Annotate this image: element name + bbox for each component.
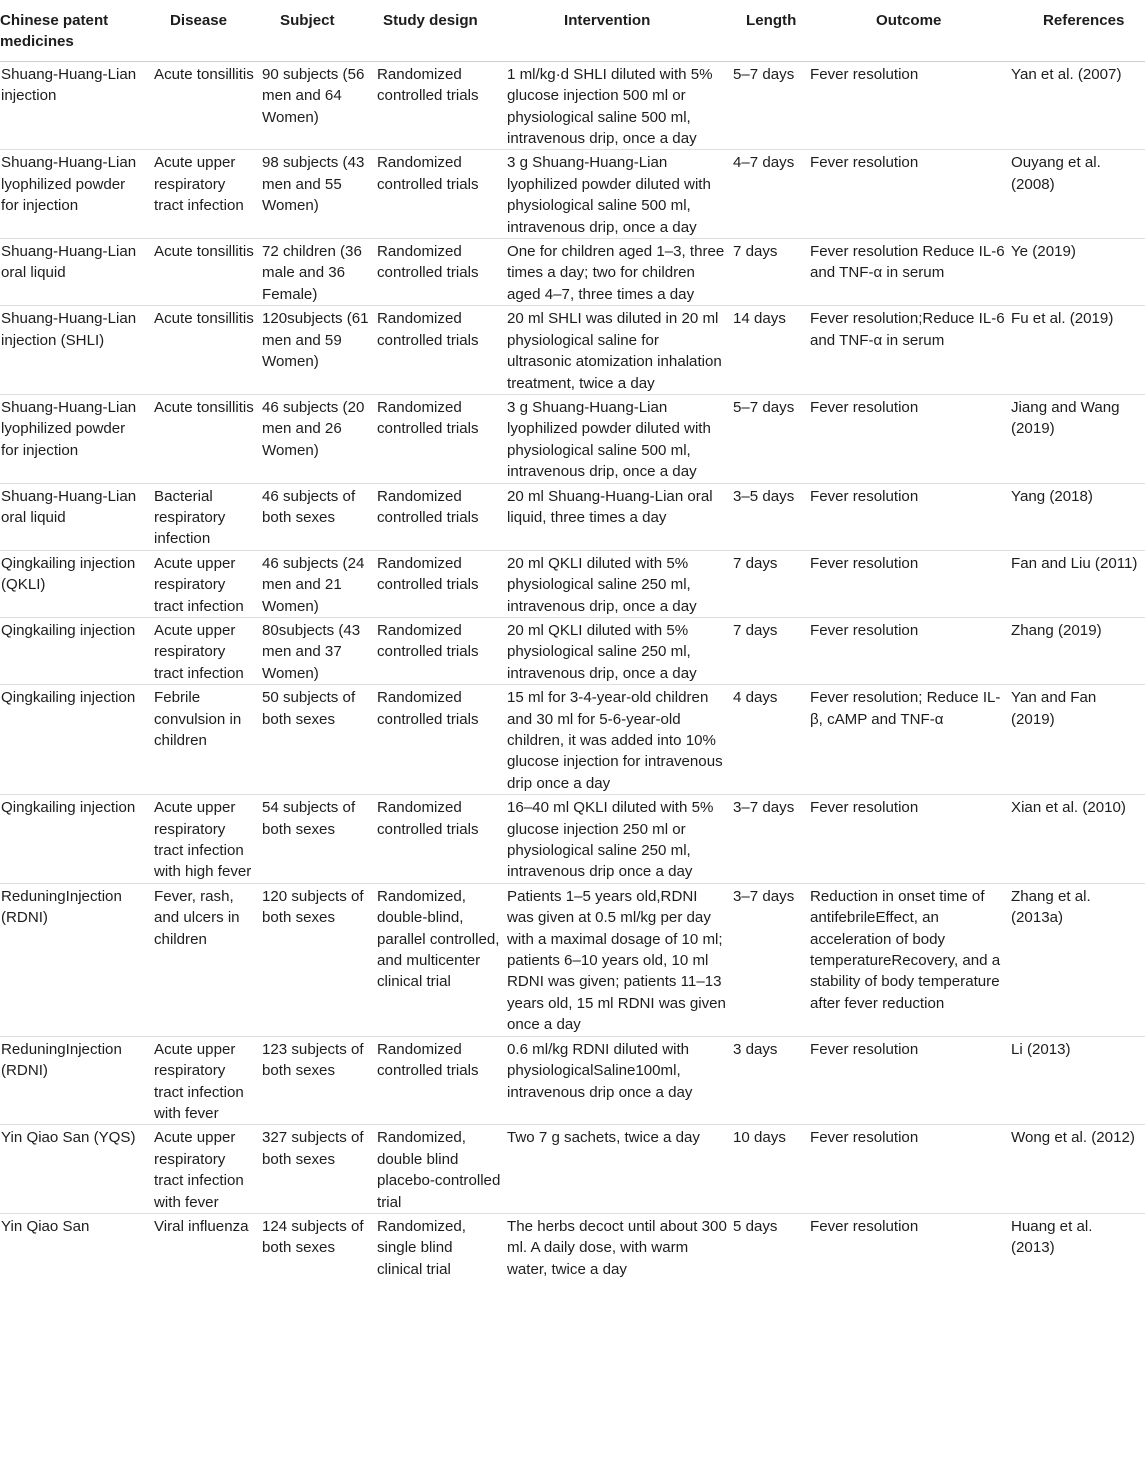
study-design-text: Randomized controlled trials xyxy=(377,243,479,282)
intervention-text: 20 ml Shuang-Huang-Lian oral liquid, three times a day xyxy=(507,487,713,526)
cell-length xyxy=(733,394,810,483)
cell-reference xyxy=(1011,685,1145,795)
cell-disease xyxy=(154,795,262,884)
subject-text: 120 subjects of both sexes xyxy=(262,887,364,927)
cell-study-design xyxy=(377,61,507,150)
cell-length xyxy=(733,306,810,395)
study-design-text: Randomized, double blind placebo-controlled trial xyxy=(377,1129,501,1211)
cell-medicine xyxy=(0,306,154,395)
cell-disease xyxy=(154,61,262,150)
table-row xyxy=(0,795,1145,884)
length-text: 5–7 days xyxy=(733,65,795,83)
length-text: 3–7 days xyxy=(733,799,795,817)
medicine-text: Shuang-Huang-Lian injection (SHLI) xyxy=(1,310,137,349)
cell-intervention xyxy=(507,239,733,306)
cell-outcome xyxy=(810,1125,1011,1214)
table-row xyxy=(0,394,1145,483)
cell-intervention xyxy=(507,150,733,239)
cell-medicine xyxy=(0,1036,154,1125)
header-length: Length xyxy=(733,0,810,61)
intervention-text: The herbs decoct until about 300 ml. A daily dose, with warm water, twice a day xyxy=(507,1217,727,1278)
cell-study-design xyxy=(377,306,507,395)
reference-text: Fu et al. (2019) xyxy=(1011,310,1114,328)
outcome-text: Fever resolution xyxy=(810,1217,919,1235)
cell-subject xyxy=(262,1213,377,1280)
cell-medicine xyxy=(0,394,154,483)
reference-text: Jiang and Wang (2019) xyxy=(1011,398,1120,438)
cell-subject xyxy=(262,239,377,306)
cell-subject xyxy=(262,1036,377,1125)
study-design-text: Randomized controlled trials xyxy=(377,621,479,661)
cell-subject xyxy=(262,394,377,483)
length-text: 3 days xyxy=(733,1040,778,1058)
cell-study-design xyxy=(377,1036,507,1125)
table-row xyxy=(0,883,1145,1036)
cell-medicine xyxy=(0,685,154,795)
disease-text: Acute tonsillitis xyxy=(154,310,254,328)
cell-disease xyxy=(154,394,262,483)
header-chinese-patent-medicines: Chinese patent medicines xyxy=(0,0,154,61)
table-row xyxy=(0,1125,1145,1214)
medicine-text: Yin Qiao San (YQS) xyxy=(1,1129,136,1147)
reference-text: Li (2013) xyxy=(1011,1040,1071,1058)
intervention-text: 3 g Shuang-Huang-Lian lyophilized powder diluted with physiological saline 500 ml, intravenous drip, once a day xyxy=(507,154,711,236)
table-row xyxy=(0,150,1145,239)
cell-outcome xyxy=(810,150,1011,239)
cell-length xyxy=(733,795,810,884)
cell-disease xyxy=(154,1213,262,1280)
cell-length xyxy=(733,483,810,550)
cell-intervention xyxy=(507,394,733,483)
cell-reference xyxy=(1011,306,1145,395)
cell-subject xyxy=(262,617,377,684)
cell-study-design xyxy=(377,239,507,306)
header-subject: Subject xyxy=(262,0,377,61)
subject-text: 54 subjects of both sexes xyxy=(262,799,356,838)
intervention-text: One for children aged 1–3, three times a day; two for children aged 4–7, three times a day xyxy=(507,243,725,303)
cell-medicine xyxy=(0,239,154,306)
cell-outcome xyxy=(810,1213,1011,1280)
reference-text: Yang (2018) xyxy=(1011,487,1093,505)
header-disease: Disease xyxy=(154,0,262,61)
cell-subject xyxy=(262,306,377,395)
cell-reference xyxy=(1011,61,1145,150)
table-row xyxy=(0,1036,1145,1125)
cell-length xyxy=(733,1036,810,1125)
cell-reference xyxy=(1011,550,1145,617)
cell-reference xyxy=(1011,1036,1145,1125)
subject-text: 327 subjects of both sexes xyxy=(262,1129,364,1168)
subject-text: 46 subjects of both sexes xyxy=(262,487,356,526)
cell-medicine xyxy=(0,61,154,150)
medicine-text: Shuang-Huang-Lian lyophilized powder for injection xyxy=(1,154,137,215)
reference-text: Huang et al. (2013) xyxy=(1011,1217,1093,1257)
length-text: 4–7 days xyxy=(733,154,795,172)
disease-text: Acute tonsillitis xyxy=(154,398,254,416)
reference-text: Ouyang et al. (2008) xyxy=(1011,154,1101,193)
intervention-text: 1 ml/kg·d SHLI diluted with 5% glucose injection 500 ml or physiological saline 500 ml, intravenous drip, once a day xyxy=(507,65,713,148)
disease-text: Viral influenza xyxy=(154,1217,249,1235)
table-row xyxy=(0,306,1145,395)
cell-medicine xyxy=(0,1125,154,1214)
cell-study-design xyxy=(377,1125,507,1214)
cell-disease xyxy=(154,617,262,684)
cell-disease xyxy=(154,550,262,617)
cell-study-design xyxy=(377,617,507,684)
length-text: 14 days xyxy=(733,310,786,328)
intervention-text: 20 ml QKLI diluted with 5% physiological saline 250 ml, intravenous drip, once a day xyxy=(507,554,697,615)
cell-reference xyxy=(1011,394,1145,483)
medicine-text: Qingkailing injection xyxy=(1,799,136,817)
reference-text: Zhang et al. (2013a) xyxy=(1011,887,1091,927)
medicine-text: Yin Qiao San xyxy=(1,1217,90,1235)
subject-text: 123 subjects of both sexes xyxy=(262,1040,364,1080)
intervention-text: 20 ml SHLI was diluted in 20 ml physiological saline for ultrasonic atomization inhalation treatment, twice a day xyxy=(507,310,722,392)
outcome-text: Fever resolution xyxy=(810,554,919,572)
reference-text: Zhang (2019) xyxy=(1011,621,1102,639)
cell-disease xyxy=(154,483,262,550)
cell-study-design xyxy=(377,483,507,550)
outcome-text: Fever resolution xyxy=(810,621,919,639)
cell-subject xyxy=(262,883,377,1036)
disease-text: Acute upper respiratory tract infection xyxy=(154,621,244,682)
cell-intervention xyxy=(507,1213,733,1280)
table-row xyxy=(0,550,1145,617)
intervention-text: Two 7 g sachets, twice a day xyxy=(507,1129,700,1147)
cell-length xyxy=(733,685,810,795)
cell-intervention xyxy=(507,483,733,550)
cell-medicine xyxy=(0,617,154,684)
cell-subject xyxy=(262,483,377,550)
cell-length xyxy=(733,150,810,239)
cell-disease xyxy=(154,150,262,239)
table-row xyxy=(0,685,1145,795)
study-design-text: Randomized controlled trials xyxy=(377,1040,479,1080)
cell-medicine xyxy=(0,795,154,884)
cell-length xyxy=(733,883,810,1036)
outcome-text: Fever resolution xyxy=(810,65,919,83)
cell-medicine xyxy=(0,883,154,1036)
cell-subject xyxy=(262,685,377,795)
outcome-text: Fever resolution xyxy=(810,154,919,172)
intervention-text: 20 ml QKLI diluted with 5% physiological saline 250 ml, intravenous drip, once a day xyxy=(507,621,697,682)
cell-length xyxy=(733,1125,810,1214)
cell-outcome xyxy=(810,306,1011,395)
intervention-text: 3 g Shuang-Huang-Lian lyophilized powder diluted with physiological saline 500 ml, intravenous drip, once a day xyxy=(507,398,711,481)
cell-outcome xyxy=(810,685,1011,795)
cell-intervention xyxy=(507,306,733,395)
cell-outcome xyxy=(810,483,1011,550)
length-text: 3–5 days xyxy=(733,487,795,505)
cell-length xyxy=(733,239,810,306)
cell-disease xyxy=(154,883,262,1036)
cell-outcome xyxy=(810,795,1011,884)
disease-text: Acute upper respiratory tract infection xyxy=(154,554,244,615)
table-row xyxy=(0,61,1145,150)
header-study-design: Study design xyxy=(377,0,507,61)
length-text: 5–7 days xyxy=(733,398,795,416)
medicine-text: Qingkailing injection xyxy=(1,689,136,707)
cell-subject xyxy=(262,1125,377,1214)
medicine-text: ReduningInjection (RDNI) xyxy=(1,1040,122,1080)
medicine-text: Shuang-Huang-Lian lyophilized powder for injection xyxy=(1,398,137,459)
table-body xyxy=(0,61,1145,1280)
cell-intervention xyxy=(507,550,733,617)
disease-text: Acute upper respiratory tract infection with high fever xyxy=(154,799,252,881)
length-text: 7 days xyxy=(733,621,778,639)
study-design-text: Randomized controlled trials xyxy=(377,554,479,594)
subject-text: 98 subjects (43 men and 55 Women) xyxy=(262,154,365,215)
disease-text: Fever, rash, and ulcers in children xyxy=(154,887,240,948)
table-header xyxy=(0,0,1145,61)
outcome-text: Fever resolution Reduce IL-6 and TNF-α in serum xyxy=(810,243,1005,282)
cell-intervention xyxy=(507,61,733,150)
cell-study-design xyxy=(377,550,507,617)
study-design-text: Randomized controlled trials xyxy=(377,310,479,349)
cell-subject xyxy=(262,61,377,150)
study-design-text: Randomized controlled trials xyxy=(377,154,479,193)
study-design-text: Randomized controlled trials xyxy=(377,487,479,526)
disease-text: Acute upper respiratory tract infection with fever xyxy=(154,1129,244,1211)
cell-subject xyxy=(262,550,377,617)
cell-outcome xyxy=(810,239,1011,306)
medicine-text: Shuang-Huang-Lian oral liquid xyxy=(1,243,137,282)
cell-medicine xyxy=(0,483,154,550)
cell-study-design xyxy=(377,1213,507,1280)
medicine-text: Shuang-Huang-Lian oral liquid xyxy=(1,487,137,526)
subject-text: 120subjects (61 men and 59 Women) xyxy=(262,310,369,371)
cell-outcome xyxy=(810,61,1011,150)
cell-subject xyxy=(262,795,377,884)
table-row xyxy=(0,617,1145,684)
table-row xyxy=(0,1213,1145,1280)
cell-reference xyxy=(1011,795,1145,884)
disease-text: Acute tonsillitis xyxy=(154,65,254,83)
cell-intervention xyxy=(507,883,733,1036)
cell-outcome xyxy=(810,883,1011,1036)
disease-text: Acute upper respiratory tract infection with fever xyxy=(154,1040,244,1122)
study-design-text: Randomized controlled trials xyxy=(377,689,479,728)
cell-intervention xyxy=(507,617,733,684)
cell-reference xyxy=(1011,483,1145,550)
reference-text: Xian et al. (2010) xyxy=(1011,799,1126,817)
cell-study-design xyxy=(377,795,507,884)
study-design-text: Randomized controlled trials xyxy=(377,65,479,105)
cell-disease xyxy=(154,685,262,795)
subject-text: 50 subjects of both sexes xyxy=(262,689,356,728)
length-text: 5 days xyxy=(733,1217,778,1235)
subject-text: 72 children (36 male and 36 Female) xyxy=(262,243,362,303)
disease-text: Acute tonsillitis xyxy=(154,243,254,261)
medicine-text: Qingkailing injection xyxy=(1,621,136,639)
outcome-text: Reduction in onset time of antifebrileEffect, an acceleration of body temperatureRecovery, and a stability of body temperature after fever reduction xyxy=(810,887,1001,1012)
cell-study-design xyxy=(377,150,507,239)
reference-text: Fan and Liu (2011) xyxy=(1011,554,1138,572)
length-text: 3–7 days xyxy=(733,887,795,905)
outcome-text: Fever resolution xyxy=(810,1129,919,1147)
cell-reference xyxy=(1011,1213,1145,1280)
cell-reference xyxy=(1011,1125,1145,1214)
cell-reference xyxy=(1011,239,1145,306)
intervention-text: 16–40 ml QKLI diluted with 5% glucose injection 250 ml or physiological saline 250 ml, intravenous drip once a day xyxy=(507,799,714,881)
cell-reference xyxy=(1011,150,1145,239)
cell-study-design xyxy=(377,685,507,795)
cell-study-design xyxy=(377,883,507,1036)
header-intervention: Intervention xyxy=(507,0,733,61)
medicine-text: Shuang-Huang-Lian injection xyxy=(1,65,137,105)
disease-text: Febrile convulsion in children xyxy=(154,689,242,749)
cell-outcome xyxy=(810,550,1011,617)
subject-text: 46 subjects (24 men and 21 Women) xyxy=(262,554,365,615)
length-text: 4 days xyxy=(733,689,778,707)
medicine-text: Qingkailing injection (QKLI) xyxy=(1,554,136,594)
outcome-text: Fever resolution xyxy=(810,799,919,817)
disease-text: Bacterial respiratory infection xyxy=(154,487,226,548)
cell-intervention xyxy=(507,795,733,884)
table-row xyxy=(0,483,1145,550)
outcome-text: Fever resolution;Reduce IL-6 and TNF-α in serum xyxy=(810,310,1005,349)
reference-text: Wong et al. (2012) xyxy=(1011,1129,1135,1147)
outcome-text: Fever resolution xyxy=(810,487,919,505)
length-text: 7 days xyxy=(733,554,778,572)
reference-text: Ye (2019) xyxy=(1011,243,1076,261)
cell-length xyxy=(733,1213,810,1280)
medicine-text: ReduningInjection (RDNI) xyxy=(1,887,122,927)
table-row xyxy=(0,239,1145,306)
study-design-text: Randomized, double-blind, parallel controlled, and multicenter clinical trial xyxy=(377,887,500,991)
header-row xyxy=(0,0,1145,61)
header-references: References xyxy=(1011,0,1145,61)
subject-text: 46 subjects (20 men and 26 Women) xyxy=(262,398,365,459)
cell-disease xyxy=(154,1036,262,1125)
length-text: 7 days xyxy=(733,243,778,261)
cell-outcome xyxy=(810,394,1011,483)
cell-disease xyxy=(154,1125,262,1214)
subject-text: 80subjects (43 men and 37 Women) xyxy=(262,621,361,682)
cell-medicine xyxy=(0,550,154,617)
outcome-text: Fever resolution; Reduce IL-β, cAMP and TNF-α xyxy=(810,689,1001,728)
intervention-text: Patients 1–5 years old,RDNI was given at 0.5 ml/kg per day with a maximal dosage of 10 ml; patients 6–10 years old, 10 ml RDNI was given; patients 11–13 years old, 15 ml RDNI was given once a day xyxy=(507,887,726,1034)
subject-text: 124 subjects of both sexes xyxy=(262,1217,364,1257)
length-text: 10 days xyxy=(733,1129,786,1147)
cell-intervention xyxy=(507,685,733,795)
cell-subject xyxy=(262,150,377,239)
reference-text: Yan and Fan (2019) xyxy=(1011,689,1097,728)
cell-medicine xyxy=(0,150,154,239)
outcome-text: Fever resolution xyxy=(810,398,919,416)
cell-intervention xyxy=(507,1036,733,1125)
study-design-text: Randomized, single blind clinical trial xyxy=(377,1217,466,1278)
cell-study-design xyxy=(377,394,507,483)
cell-disease xyxy=(154,306,262,395)
study-design-text: Randomized controlled trials xyxy=(377,398,479,438)
cell-length xyxy=(733,550,810,617)
intervention-text: 0.6 ml/kg RDNI diluted with physiologicalSaline100ml, intravenous drip once a day xyxy=(507,1040,693,1101)
study-design-text: Randomized controlled trials xyxy=(377,799,479,838)
cell-reference xyxy=(1011,617,1145,684)
outcome-text: Fever resolution xyxy=(810,1040,919,1058)
header-outcome: Outcome xyxy=(810,0,1011,61)
cell-reference xyxy=(1011,883,1145,1036)
subject-text: 90 subjects (56 men and 64 Women) xyxy=(262,65,365,126)
cell-outcome xyxy=(810,617,1011,684)
cell-length xyxy=(733,61,810,150)
cell-medicine xyxy=(0,1213,154,1280)
cell-length xyxy=(733,617,810,684)
cell-intervention xyxy=(507,1125,733,1214)
cell-outcome xyxy=(810,1036,1011,1125)
intervention-text: 15 ml for 3-4-year-old children and 30 ml for 5-6-year-old children, it was added into 10% glucose injection for intravenous drip once a day xyxy=(507,689,723,792)
cell-disease xyxy=(154,239,262,306)
disease-text: Acute upper respiratory tract infection xyxy=(154,154,244,215)
reference-text: Yan et al. (2007) xyxy=(1011,65,1122,83)
